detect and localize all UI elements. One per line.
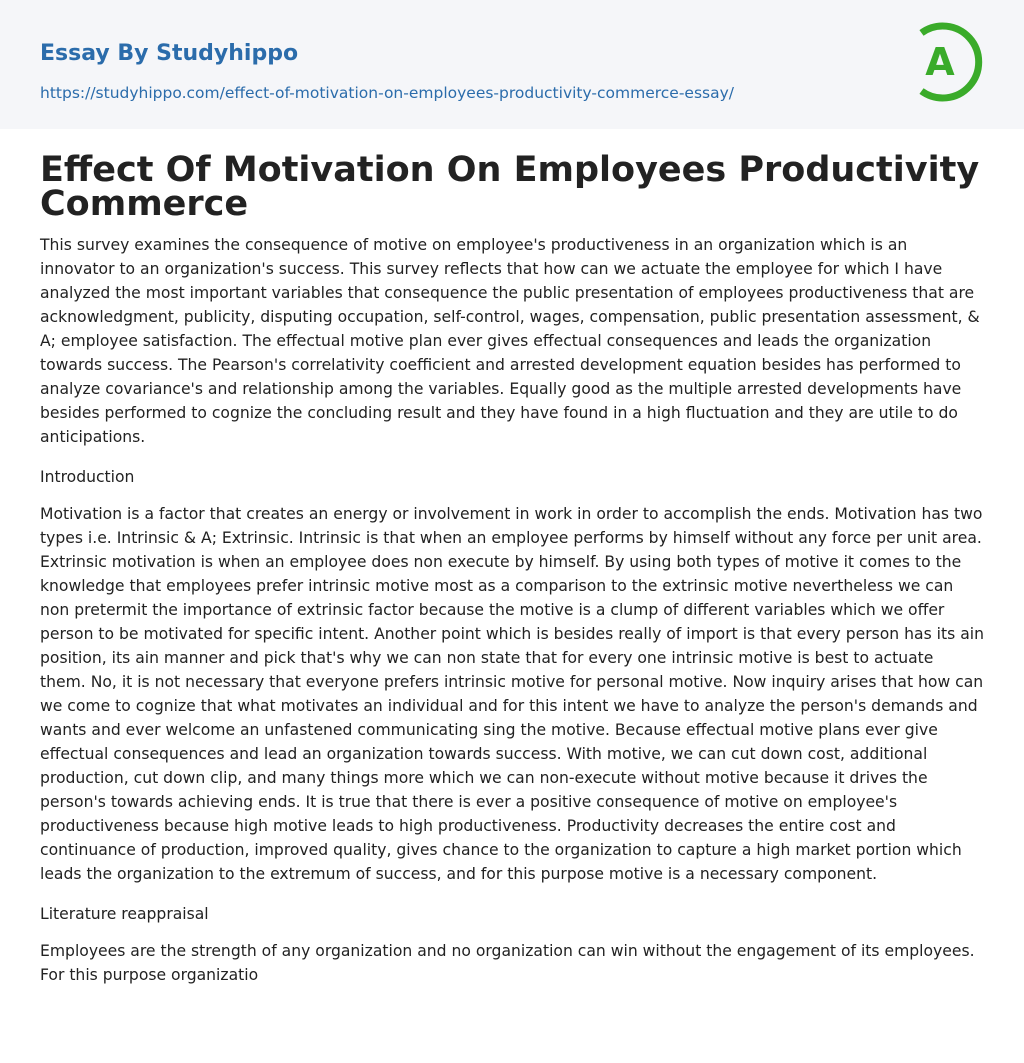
site-brand[interactable]: Essay By Studyhippo bbox=[40, 41, 299, 66]
logo-letter: A bbox=[925, 40, 955, 84]
essay-content bbox=[0, 129, 1024, 987]
section-body-introduction: Motivation is a factor that creates an energy or involvement in work in order to accomplish the ends. Motivation has two types i.e. Intrinsic & A; Extrinsic. Intrinsic is that when an employee performs by himself without any force per unit area. Extrinsic motivation is when an employee does non execute by himself. By using both types of motive it comes to the knowledge that employees prefer intrinsic motive most as a comparison to the extrinsic motive nevertheless we can non pretermit the importance of extrinsic factor because the motive is a clump of different variables which we offer person to be motivated for specific intent. Another point which is besides really of import is that every person has its ain position, its ain manner and pick that's why we can non state that for every one intrinsic motive is best to actuate them. No, it is not necessary that everyone prefers intrinsic motive for personal motive. Now inquiry arises that how can we come to cognize that what motivates an individual and for this intent we have to analyze the person's demands and wants and ever welcome an unfastened communicating sing the motive. Because effectual motive plans ever give effectual consequences and lead an organization towards success. With motive, we can cut down cost, additional production, cut down clip, and many things more which we can non-execute without motive because it drives the person's towards achieving ends. It is true that there is ever a positive consequence of motive on employee's productiveness because high motive leads to high productiveness. Productivity decreases the entire cost and continuance of production, improved quality, gives chance to the organization to capture a high market portion which leads the organization to the extremum of success, and for this purpose motive is a necessary component. bbox=[40, 505, 984, 883]
section-body-literature-reappraisal: Employees are the strength of any organization and no organization can win without the engagement of its employees. For this purpose organizatio bbox=[40, 942, 975, 984]
essay-abstract: This survey examines the consequence of motive on employee's productiveness in an organization which is an innovator to an organization's success. This survey reflects that how can we actuate the employee for which I have analyzed the most important variables that consequence the public presentation of employees productiveness that are acknowledgment, publicity, disputing occupation, self-control, wages, compensation, public presentation assessment, & A; employee satisfaction. The effectual motive plan ever gives effectual consequences and leads the organization towards success. The Pearson's correlativity coefficient and arrested development equation besides has performed to analyze covariance's and relationship among the variables. Equally good as the multiple arrested developments have besides performed to cognize the concluding result and they have found in a high fluctuation and they are utile to do anticipations. bbox=[40, 236, 980, 446]
studyhippo-logo-icon[interactable] bbox=[908, 17, 988, 107]
essay-title: Effect Of Motivation On Employees Productivity Commerce bbox=[40, 150, 980, 224]
source-url-link[interactable]: https://studyhippo.com/effect-of-motivation-on-employees-productivity-commerce-essay/ bbox=[40, 84, 734, 102]
section-heading-literature-reappraisal: Literature reappraisal bbox=[40, 905, 209, 923]
section-heading-introduction: Introduction bbox=[40, 468, 135, 486]
site-header bbox=[0, 0, 1024, 129]
